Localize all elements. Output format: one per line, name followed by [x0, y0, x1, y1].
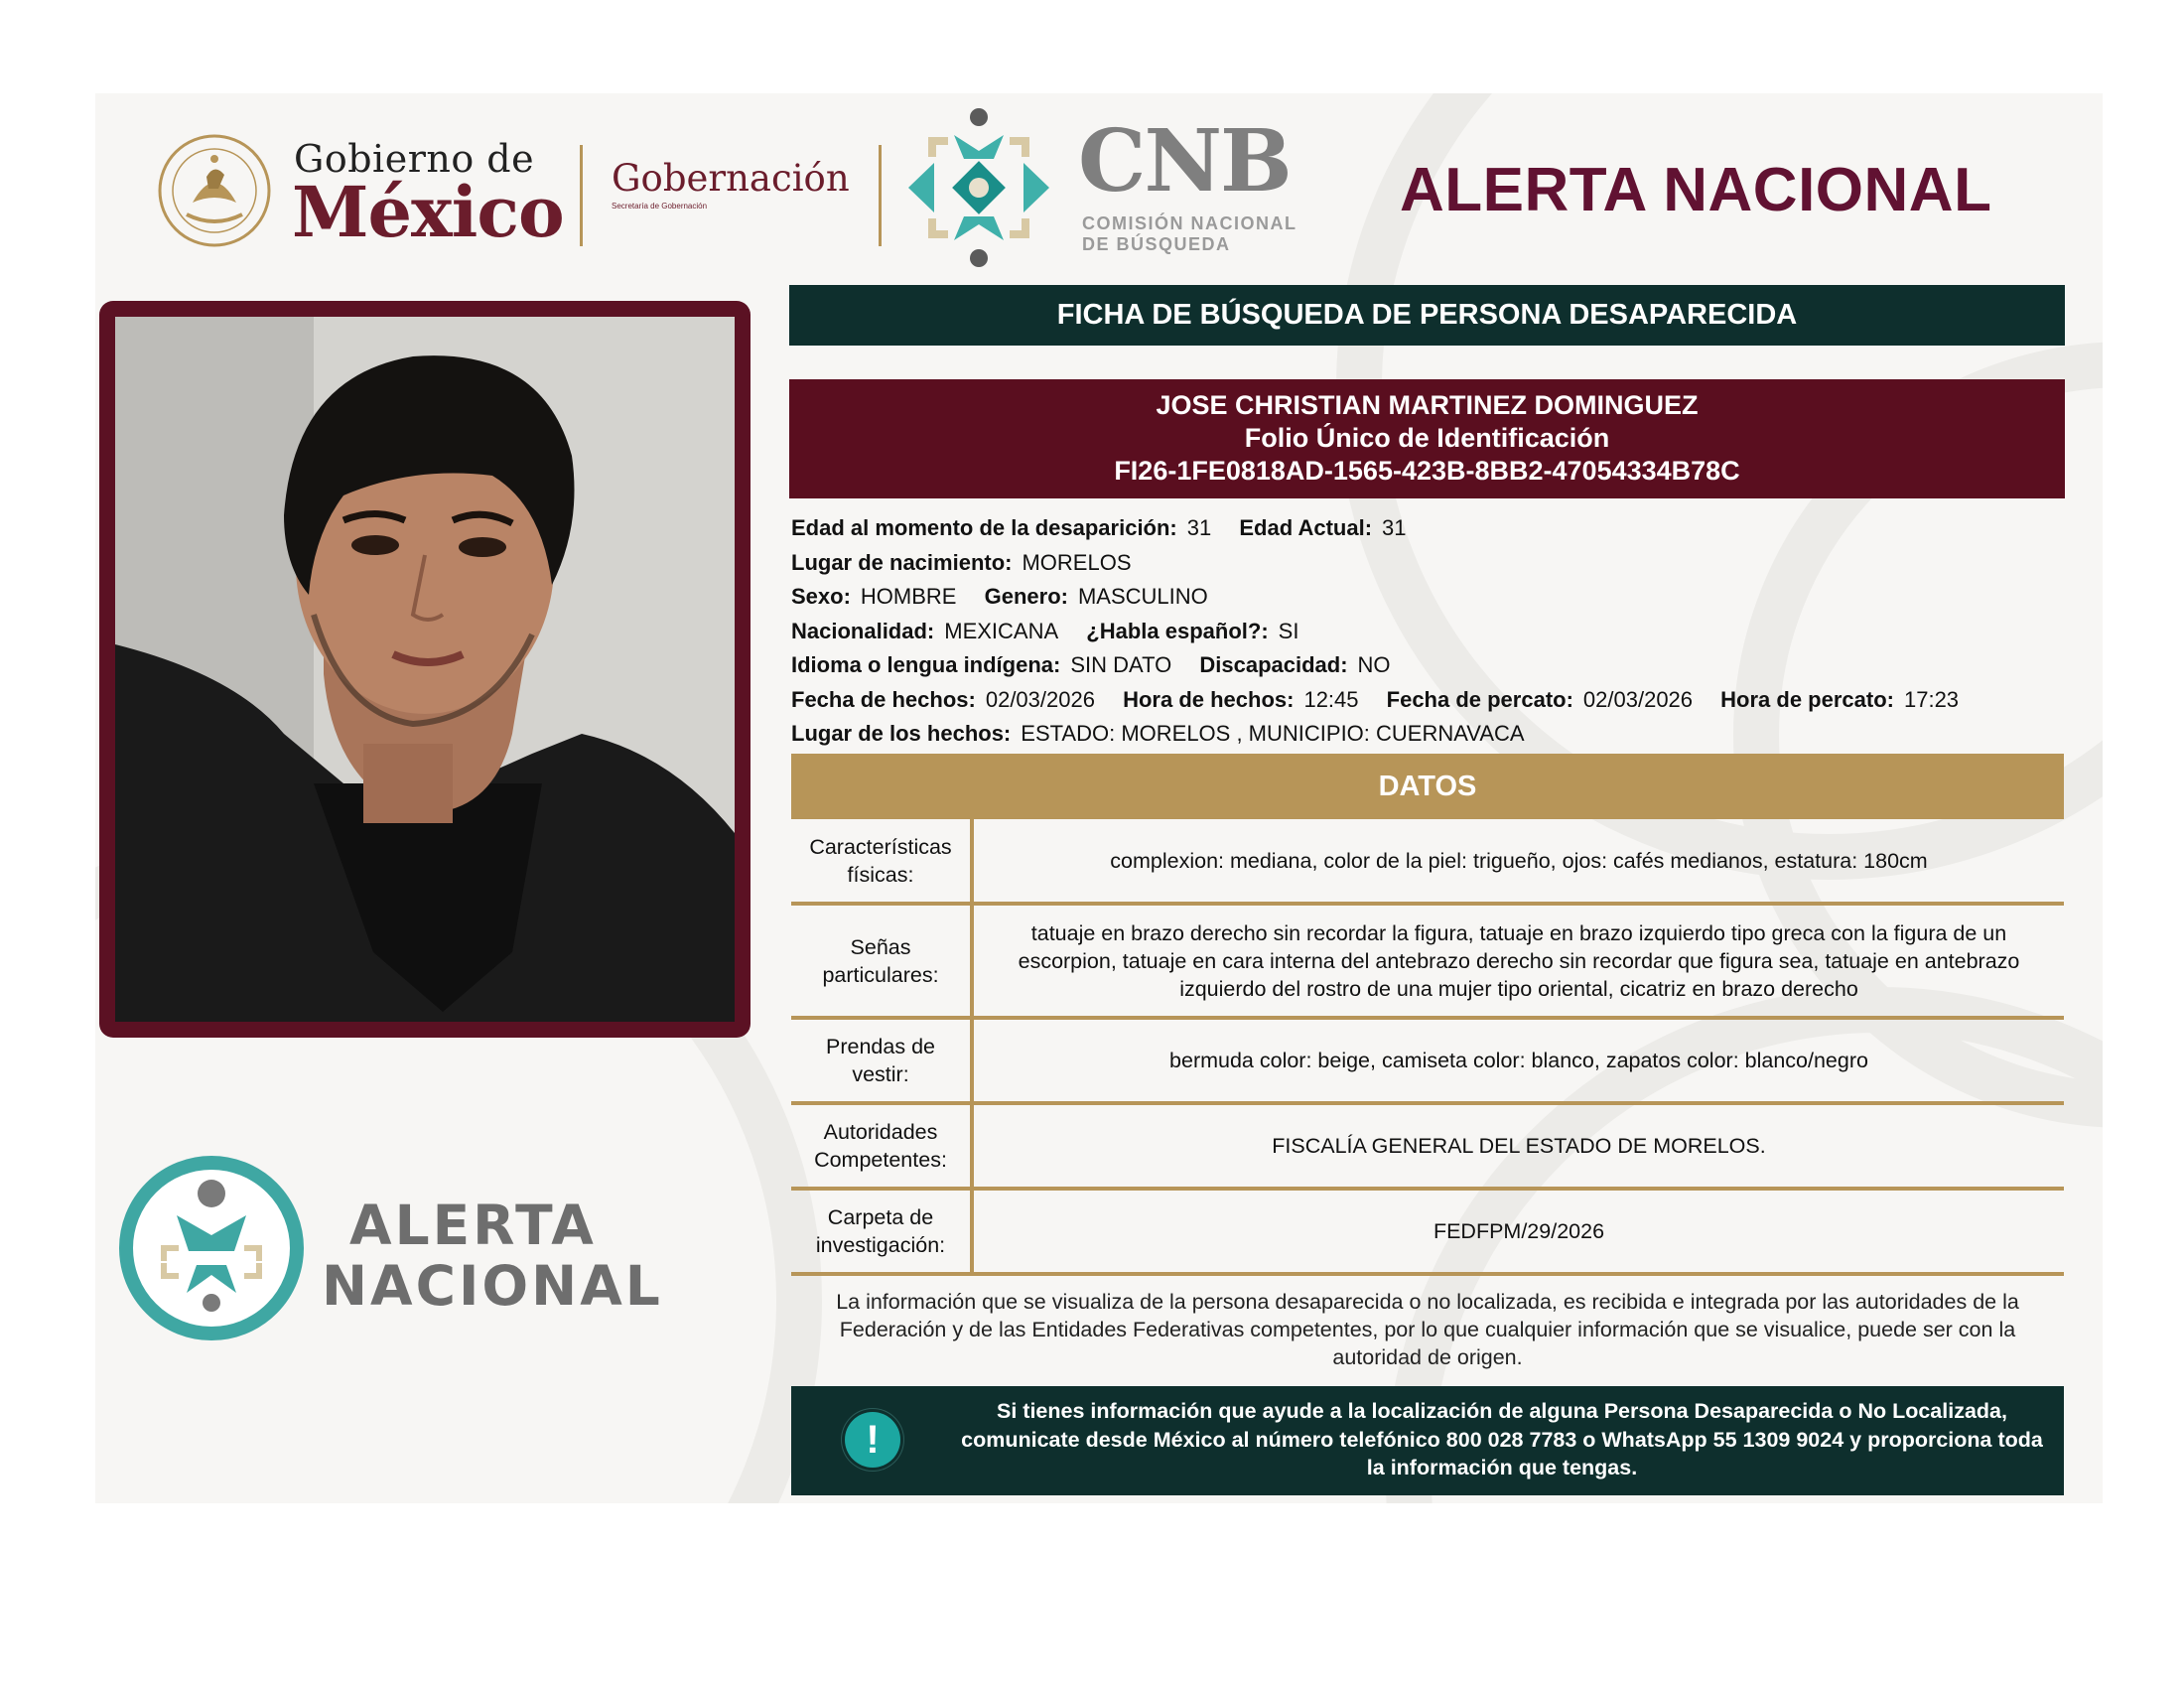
exclamation-icon: !	[845, 1412, 900, 1468]
cnb-subtitle	[1082, 213, 1297, 255]
table-row	[791, 1191, 2064, 1276]
lugar-nacimiento-value: MORELOS	[1022, 549, 1132, 575]
info-row-edad	[791, 511, 1980, 546]
genero-label: Genero:	[984, 584, 1068, 609]
person-photo-illustration	[115, 317, 735, 1022]
edad-actual-label: Edad Actual:	[1239, 515, 1373, 540]
info-row-fechas	[791, 683, 1980, 718]
person-name: JOSE CHRISTIAN MARTINEZ DOMINGUEZ	[1156, 390, 1699, 420]
person-photo	[115, 317, 735, 1022]
cnb-subtitle-line2: DE BÚSQUEDA	[1082, 234, 1231, 254]
genero-value: MASCULINO	[1077, 584, 1208, 609]
info-row-nacionalidad	[791, 615, 1980, 649]
alerta-nacional-title: ALERTA NACIONAL	[1400, 156, 1992, 224]
autoridades-value: FISCALÍA GENERAL DEL ESTADO DE MORELOS.	[1272, 1134, 1766, 1158]
hora-percato-value: 17:23	[1903, 686, 1960, 712]
alerta-nacional-logo	[117, 1154, 673, 1342]
gobernacion-subtitle: Secretaría de Gobernación	[612, 202, 708, 211]
person-info	[791, 511, 1980, 752]
caracteristicas-label: Características físicas:	[791, 819, 974, 902]
cnb-subtitle-line1: COMISIÓN NACIONAL	[1082, 213, 1297, 233]
senas-value: tatuaje en brazo derecho sin recordar la figura, tatuaje en brazo izquierdo tipo greca con la figura de un escorpion, tatuaje en cara interna del antebrazo derecho sin recordar que figura sea, tatuaje en antebrazo izquierdo del rostro de una mujer tipo oriental, cicatriz en brazo derecho	[1018, 920, 2020, 1001]
alerta-logo-line2: NACIONAL	[322, 1254, 663, 1318]
nacionalidad-label: Nacionalidad:	[791, 618, 935, 643]
lugar-hechos-value: ESTADO: MORELOS , MUNICIPIO: CUERNAVACA	[1021, 721, 1525, 746]
fecha-percato-value: 02/03/2026	[1582, 686, 1694, 712]
alerta-nacional-emblem-icon	[117, 1154, 306, 1342]
info-row-sexo	[791, 580, 1980, 615]
idioma-label: Idioma o lengua indígena:	[791, 652, 1061, 677]
lugar-hechos-label: Lugar de los hechos:	[791, 721, 1012, 746]
gobernacion-logo	[612, 157, 850, 211]
gobierno-de-text: Gobierno de	[294, 137, 535, 181]
info-row-lugar-hechos	[791, 717, 1980, 752]
fecha-percato-label: Fecha de percato:	[1386, 686, 1573, 712]
prendas-value: bermuda color: beige, camiseta color: blanco, zapatos color: blanco/negro	[1169, 1049, 1868, 1072]
sexo-value: HOMBRE	[860, 584, 957, 609]
alerta-logo-line1: ALERTA	[349, 1194, 597, 1257]
table-row	[791, 1020, 2064, 1105]
habla-espanol-value: SI	[1278, 618, 1299, 643]
hora-hechos-label: Hora de hechos:	[1123, 686, 1295, 712]
national-seal-icon	[157, 133, 272, 248]
discapacidad-value: NO	[1357, 652, 1391, 677]
edad-actual-value: 31	[1382, 515, 1407, 540]
datos-title-bar: DATOS	[791, 754, 2064, 819]
datos-table	[791, 819, 2064, 1276]
mexico-text: México	[292, 171, 564, 253]
header-divider	[879, 145, 882, 246]
cnb-logo-icon	[898, 107, 1059, 268]
lugar-nacimiento-label: Lugar de nacimiento:	[791, 549, 1013, 575]
edad-desaparicion-label: Edad al momento de la desaparición:	[791, 515, 1177, 540]
folio-label: Folio Único de Identificación	[1244, 423, 1610, 453]
gobernacion-title: Gobernación	[612, 157, 850, 200]
header-divider	[580, 145, 583, 246]
prendas-label: Prendas de vestir:	[791, 1020, 974, 1101]
idioma-value: SIN DATO	[1070, 652, 1172, 677]
ficha-title-bar: FICHA DE BÚSQUEDA DE PERSONA DESAPARECIDA	[789, 285, 2065, 346]
autoridades-label: Autoridades Competentes:	[791, 1105, 974, 1187]
discapacidad-label: Discapacidad:	[1199, 652, 1348, 677]
caracteristicas-value: complexion: mediana, color de la piel: trigueño, ojos: cafés medianos, estatura: 180cm	[1110, 848, 1928, 873]
edad-desaparicion-value: 31	[1186, 515, 1212, 540]
cnb-title: CNB	[1078, 111, 1291, 211]
table-row	[791, 819, 2064, 906]
contact-text: Si tienes información que ayude a la localización de alguna Persona Desaparecida o No Localizada, comunicate desde México al número telefónico 800 028 7783 o WhatsApp 55 1309 9024 y proporciona toda la información que tengas.	[961, 1399, 2043, 1479]
carpeta-label: Carpeta de investigación:	[791, 1191, 974, 1272]
person-identity-block	[789, 379, 2065, 498]
info-row-nacimiento	[791, 546, 1980, 581]
contact-bar	[791, 1386, 2064, 1495]
nacionalidad-value: MEXICANA	[944, 618, 1059, 643]
senas-label: Señas particulares:	[791, 906, 974, 1016]
hora-hechos-value: 12:45	[1303, 686, 1359, 712]
alerta-nacional-logo-text	[322, 1196, 663, 1317]
habla-espanol-label: ¿Habla español?:	[1086, 618, 1269, 643]
photo-frame	[99, 301, 751, 1038]
folio-id: FI26-1FE0818AD-1565-423B-8BB2-47054334B78C	[1114, 456, 1740, 486]
info-row-idioma	[791, 648, 1980, 683]
sexo-label: Sexo:	[791, 584, 851, 609]
table-row	[791, 906, 2064, 1020]
table-row	[791, 1105, 2064, 1191]
fecha-hechos-value: 02/03/2026	[985, 686, 1095, 712]
disclaimer-text: La información que se visualiza de la persona desaparecida o no localizada, es recibida e integrada por las autoridades de la Federación y de las Entidades Federativas competentes, por lo que cualquier información que se visualice, puede ser con la autoridad de origen.	[836, 1290, 2019, 1369]
fecha-hechos-label: Fecha de hechos:	[791, 686, 976, 712]
gobierno-de-mexico-logo	[157, 129, 564, 258]
carpeta-value: FEDFPM/29/2026	[1433, 1219, 1605, 1243]
hora-percato-label: Hora de percato:	[1720, 686, 1894, 712]
